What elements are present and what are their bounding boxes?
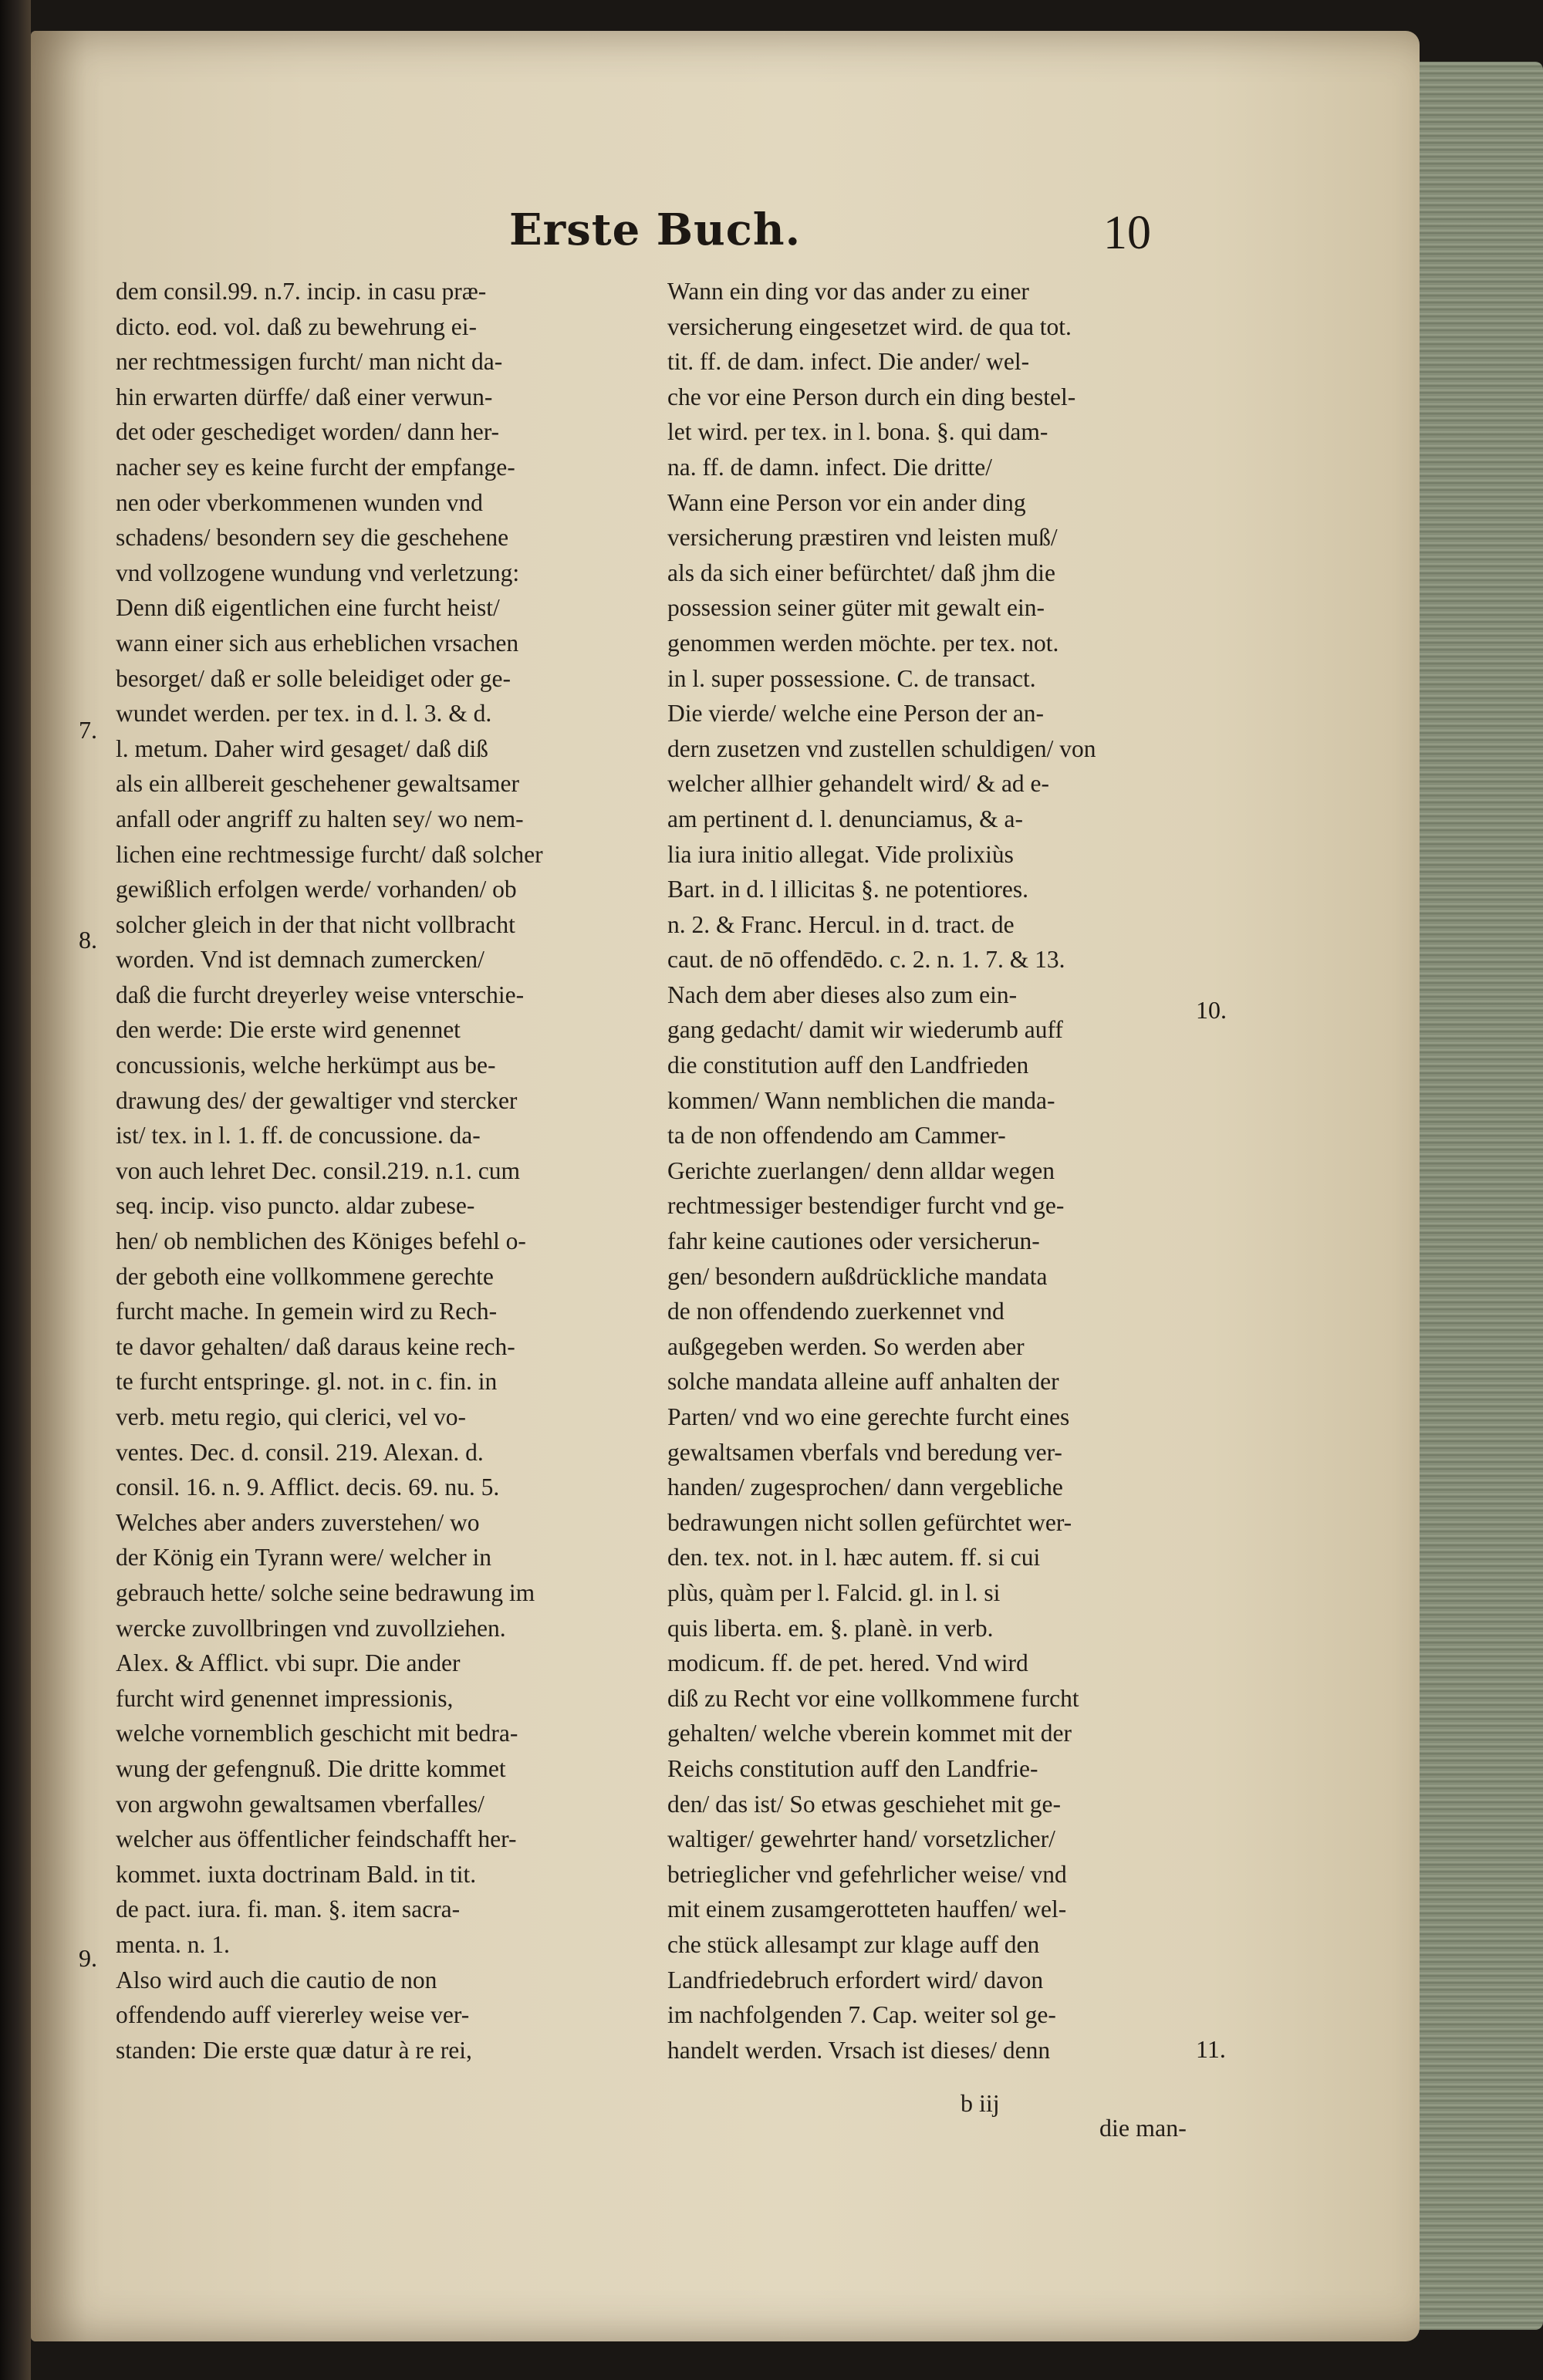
text-line: offendendo auff viererley weise ver- bbox=[116, 2001, 470, 2029]
text-line: ta de non offendendo am Cammer- bbox=[667, 1122, 1006, 1149]
text-line: handelt werden. Vrsach ist dieses/ denn bbox=[667, 2036, 1051, 2064]
text-line: Alex. & Afflict. vbi supr. Die ander bbox=[116, 1649, 461, 1677]
text-line: gewaltsamen vberfals vnd beredung ver- bbox=[667, 1438, 1062, 1466]
text-line: drawung des/ der gewaltiger vnd stercker bbox=[116, 1086, 518, 1114]
text-line: solche mandata alleine auff anhalten der bbox=[667, 1368, 1059, 1396]
text-line: verb. metu regio, qui clerici, vel vo- bbox=[116, 1403, 466, 1430]
text-line: den/ das ist/ So etwas geschiehet mit ge- bbox=[667, 1790, 1062, 1818]
margin-number-9: 9. bbox=[79, 1944, 97, 1972]
text-line: quis liberta. em. §. planè. in verb. bbox=[667, 1614, 994, 1642]
text-line: versicherung eingesetzet wird. de qua tot. bbox=[667, 312, 1072, 340]
text-line: Gerichte zuerlangen/ denn alldar wegen bbox=[667, 1156, 1055, 1184]
text-line: die constitution auff den Landfrieden bbox=[667, 1052, 1029, 1079]
text-line: gewißlich erfolgen werde/ vorhanden/ ob bbox=[116, 876, 517, 903]
text-line: plùs, quàm per l. Falcid. gl. in l. si bbox=[667, 1578, 1001, 1606]
text-line: furcht wird genennet impressionis, bbox=[116, 1684, 454, 1712]
text-line: Denn diß eigentlichen eine furcht heist/ bbox=[116, 594, 500, 622]
text-line: na. ff. de damn. infect. Die dritte/ bbox=[667, 453, 993, 481]
text-line: hin erwarten dürffe/ daß einer verwun- bbox=[116, 383, 493, 410]
text-line: rechtmessiger bestendiger furcht vnd ge- bbox=[667, 1192, 1065, 1220]
text-line: als ein allbereit geschehener gewaltsamer bbox=[116, 770, 519, 798]
text-line: ner rechtmessigen furcht/ man nicht da- bbox=[116, 348, 503, 376]
text-line: handen/ zugesprochen/ dann vergebliche bbox=[667, 1474, 1063, 1501]
text-line: in l. super possessione. C. de transact. bbox=[667, 664, 1036, 692]
text-line: Welches aber anders zuverstehen/ wo bbox=[116, 1508, 480, 1536]
right-column bbox=[667, 274, 1192, 2068]
text-line: lia iura initio allegat. Vide prolixiùs bbox=[667, 840, 1014, 868]
text-line: wann einer sich aus erheblichen vrsachen bbox=[116, 629, 519, 657]
text-line: welche vornemblich geschicht mit bedra- bbox=[116, 1720, 518, 1747]
text-line: caut. de nō offendēdo. c. 2. n. 1. 7. & 13. bbox=[667, 946, 1065, 974]
text-line: concussionis, welche herkümpt aus be- bbox=[116, 1052, 496, 1079]
text-line: te furcht entspringe. gl. not. in c. fin. in bbox=[116, 1368, 498, 1396]
text-line: Wann eine Person vor ein ander ding bbox=[667, 488, 1026, 516]
text-line: Bart. in d. l illicitas §. ne potentiores. bbox=[667, 876, 1029, 903]
text-line: dern zusetzen vnd zustellen schuldigen/ von bbox=[667, 734, 1096, 762]
text-line: von auch lehret Dec. consil.219. n.1. cum bbox=[116, 1156, 520, 1184]
text-line: gen/ besondern außdrückliche mandata bbox=[667, 1262, 1048, 1290]
text-line: Parten/ vnd wo eine gerechte furcht eines bbox=[667, 1403, 1070, 1430]
text-line: te davor gehalten/ daß daraus keine rech- bbox=[116, 1332, 515, 1360]
text-line: wundet werden. per tex. in d. l. 3. & d. bbox=[116, 700, 492, 728]
page-header bbox=[31, 204, 1420, 274]
text-line: ventes. Dec. d. consil. 219. Alexan. d. bbox=[116, 1438, 484, 1466]
text-line: che stück allesampt zur klage auff den bbox=[667, 1930, 1040, 1958]
text-line: de pact. iura. fi. man. §. item sacra- bbox=[116, 1896, 461, 1923]
page-number: 10 bbox=[1103, 207, 1151, 259]
text-line: diß zu Recht vor eine vollkommene furcht bbox=[667, 1684, 1079, 1712]
text-line: den werde: Die erste wird genennet bbox=[116, 1016, 461, 1044]
text-line: nen oder vberkommenen wunden vnd bbox=[116, 488, 483, 516]
text-line: nacher sey es keine furcht der empfange- bbox=[116, 453, 515, 481]
signature-mark: b iij bbox=[961, 2089, 1000, 2117]
text-line: gang gedacht/ damit wir wiederumb auff bbox=[667, 1016, 1063, 1044]
text-line: hen/ ob nemblichen des Königes befehl o- bbox=[116, 1227, 526, 1255]
margin-number-8: 8. bbox=[79, 926, 97, 954]
text-line: n. 2. & Franc. Hercul. in d. tract. de bbox=[667, 910, 1015, 938]
text-line: gehalten/ welche vberein kommet mit der bbox=[667, 1720, 1072, 1747]
text-line: che vor eine Person durch ein ding bestel- bbox=[667, 383, 1076, 410]
text-line: daß die furcht dreyerley weise vnterschie- bbox=[116, 981, 525, 1008]
text-line: versicherung præstiren vnd leisten muß/ bbox=[667, 524, 1058, 552]
text-line: consil. 16. n. 9. Afflict. decis. 69. nu. 5. bbox=[116, 1474, 500, 1501]
page-edges bbox=[1416, 62, 1543, 2330]
text-line: fahr keine cautiones oder versicherun- bbox=[667, 1227, 1040, 1255]
text-line: vnd vollzogene wundung vnd verletzung: bbox=[116, 559, 520, 586]
text-line: dem consil.99. n.7. incip. in casu præ- bbox=[116, 278, 487, 305]
margin-number-11: 11. bbox=[1196, 2035, 1226, 2063]
text-line: den. tex. not. in l. hæc autem. ff. si cui bbox=[667, 1544, 1041, 1571]
text-line: der geboth eine vollkommene gerechte bbox=[116, 1262, 494, 1290]
text-line: als da sich einer befürchtet/ daß jhm die bbox=[667, 559, 1055, 586]
text-line: det oder geschediget worden/ dann her- bbox=[116, 418, 500, 446]
catchword: die man- bbox=[1099, 2114, 1187, 2142]
text-line: worden. Vnd ist demnach zumercken/ bbox=[116, 946, 485, 974]
text-line: welcher aus öffentlicher feindschafft her- bbox=[116, 1825, 517, 1853]
text-line: furcht mache. In gemein wird zu Rech- bbox=[116, 1298, 498, 1325]
text-line: Reichs constitution auff den Landfrie- bbox=[667, 1754, 1038, 1782]
margin-number-10: 10. bbox=[1196, 996, 1227, 1024]
text-line: mit einem zusamgerotteten hauffen/ wel- bbox=[667, 1896, 1067, 1923]
text-line: modicum. ff. de pet. hered. Vnd wird bbox=[667, 1649, 1028, 1677]
text-line: besorget/ daß er solle beleidiget oder ge- bbox=[116, 664, 511, 692]
text-line: tit. ff. de dam. infect. Die ander/ wel- bbox=[667, 348, 1030, 376]
text-line: Landfriedebruch erfordert wird/ davon bbox=[667, 1966, 1044, 1993]
text-line: standen: Die erste quæ datur à re rei, bbox=[116, 2036, 472, 2064]
book-binding bbox=[0, 0, 31, 2380]
text-line: Wann ein ding vor das ander zu einer bbox=[667, 278, 1029, 305]
text-line: seq. incip. viso puncto. aldar zubese- bbox=[116, 1192, 475, 1220]
text-line: anfall oder angriff zu halten sey/ wo nem- bbox=[116, 805, 524, 832]
text-line: wung der gefengnuß. Die dritte kommet bbox=[116, 1754, 506, 1782]
running-title: Erste Buch. bbox=[509, 204, 802, 255]
text-line: Die vierde/ welche eine Person der an- bbox=[667, 700, 1045, 728]
text-line: waltiger/ gewehrter hand/ vorsetzlicher/ bbox=[667, 1825, 1055, 1853]
text-line: lichen eine rechtmessige furcht/ daß solcher bbox=[116, 840, 543, 868]
text-line: gebrauch hette/ solche seine bedrawung im bbox=[116, 1578, 535, 1606]
text-line: im nachfolgenden 7. Cap. weiter sol ge- bbox=[667, 2001, 1056, 2029]
text-line: der König ein Tyrann were/ welcher in bbox=[116, 1544, 492, 1571]
text-line: Also wird auch die cautio de non bbox=[116, 1966, 437, 1993]
text-line: welcher allhier gehandelt wird/ & ad e- bbox=[667, 770, 1050, 798]
text-line: ist/ tex. in l. 1. ff. de concussione. da- bbox=[116, 1122, 481, 1149]
text-line: von argwohn gewaltsamen vberfalles/ bbox=[116, 1790, 485, 1818]
text-line: possession seiner güter mit gewalt ein- bbox=[667, 594, 1045, 622]
text-line: Nach dem aber dieses also zum ein- bbox=[667, 981, 1018, 1008]
text-line: genommen werden möchte. per tex. not. bbox=[667, 629, 1059, 657]
margin-number-7: 7. bbox=[79, 716, 97, 744]
text-line: kommen/ Wann nemblichen die manda- bbox=[667, 1086, 1055, 1114]
text-line: bedrawungen nicht sollen gefürchtet wer- bbox=[667, 1508, 1072, 1536]
left-column bbox=[116, 274, 667, 2068]
text-line: wercke zuvollbringen vnd zuvollziehen. bbox=[116, 1614, 506, 1642]
text-line: de non offendendo zuerkennet vnd bbox=[667, 1298, 1004, 1325]
text-line: dicto. eod. vol. daß zu bewehrung ei- bbox=[116, 312, 477, 340]
text-line: außgegeben werden. So werden aber bbox=[667, 1332, 1025, 1360]
text-line: l. metum. Daher wird gesaget/ daß diß bbox=[116, 734, 488, 762]
text-line: am pertinent d. l. denunciamus, & a- bbox=[667, 805, 1023, 832]
book-page bbox=[31, 31, 1420, 2341]
text-line: schadens/ besondern sey die geschehene bbox=[116, 524, 509, 552]
text-line: let wird. per tex. in l. bona. §. qui dam- bbox=[667, 418, 1048, 446]
text-line: solcher gleich in der that nicht vollbracht bbox=[116, 910, 515, 938]
text-line: betrieglicher vnd gefehrlicher weise/ vnd bbox=[667, 1860, 1067, 1888]
text-line: menta. n. 1. bbox=[116, 1930, 230, 1958]
text-line: kommet. iuxta doctrinam Bald. in tit. bbox=[116, 1860, 477, 1888]
